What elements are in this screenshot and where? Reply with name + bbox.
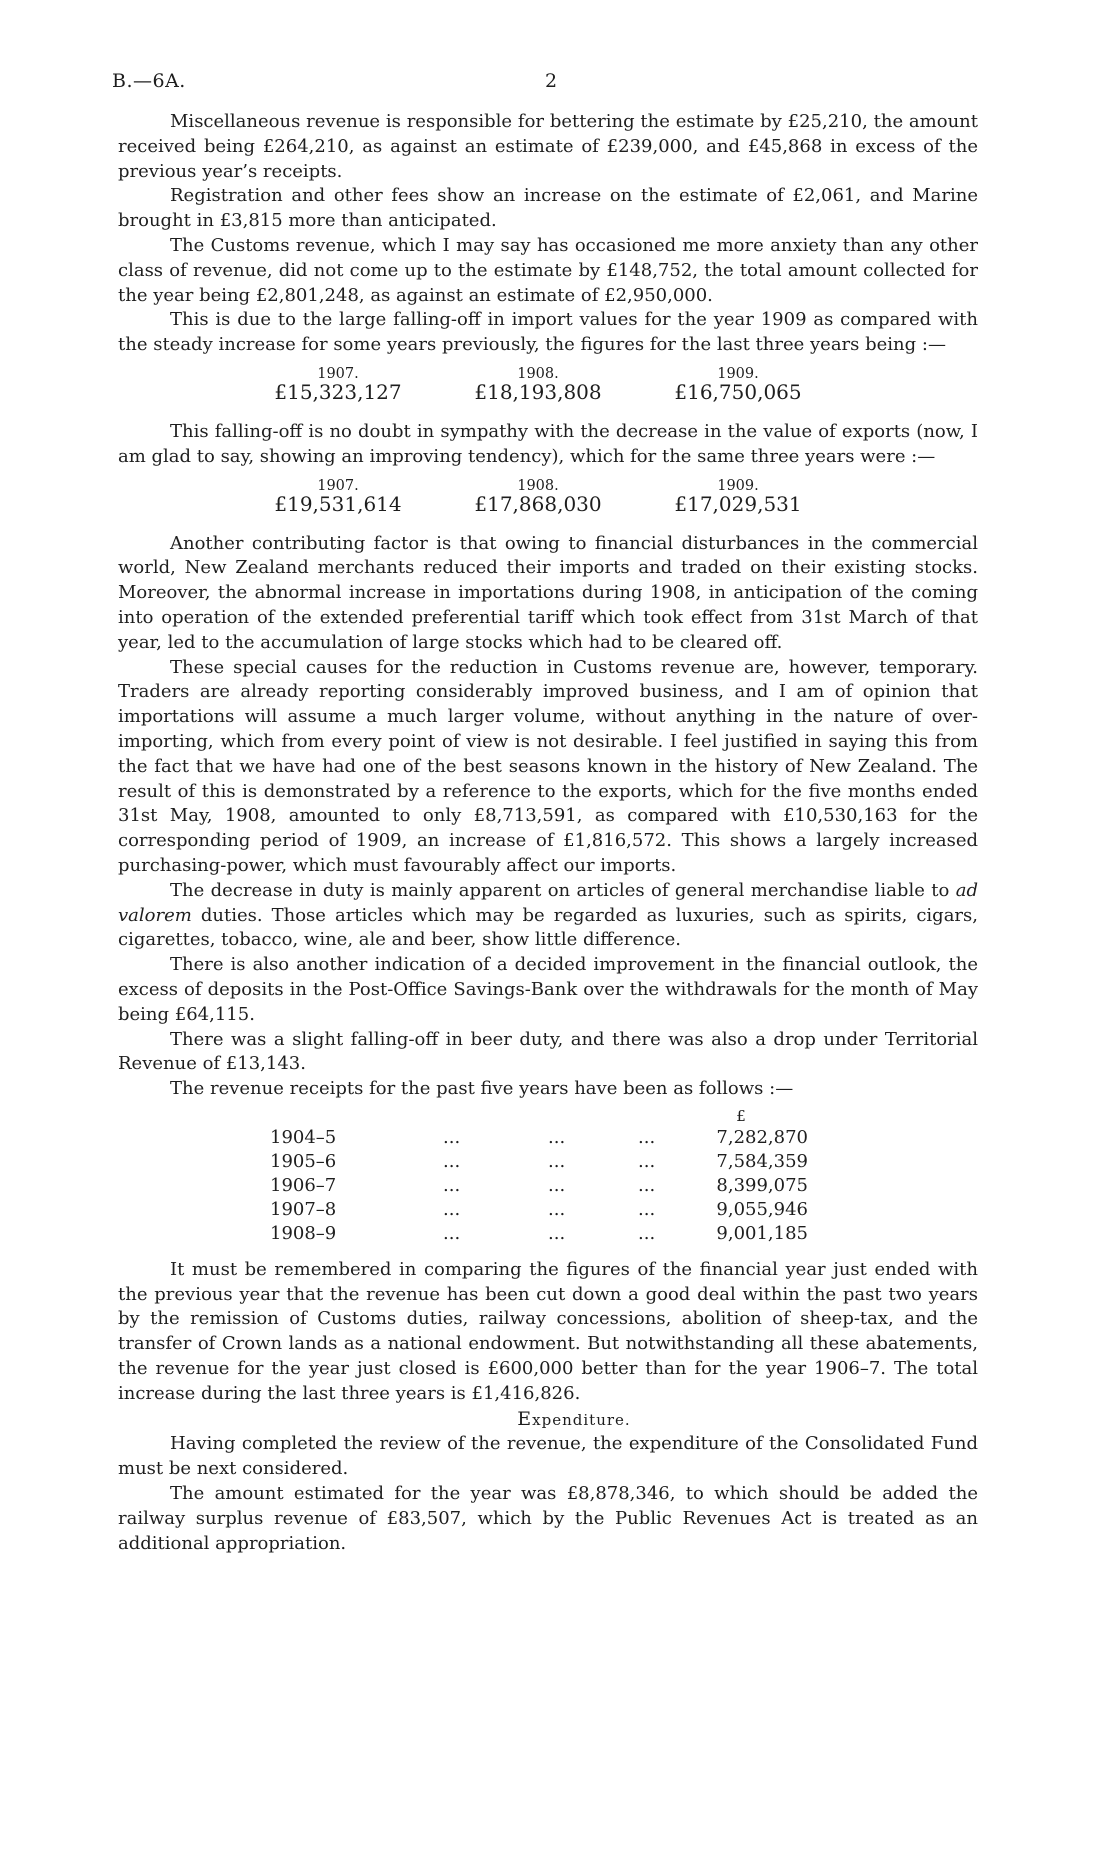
revenue-year: 1904–5 [270,1126,337,1148]
leader-dots: ... [638,1126,656,1148]
leader-dots: ... [548,1126,566,1148]
leader-dots: ... [638,1198,656,1220]
paragraph-contributing-factor: Another contributing factor is that owing to financial disturbances in the commercial world, New Zealand merchants reduced their imports and traded on their existing stocks. Moreover, the abnormal increase in importations during 1908, in anticipation of the coming into operation of the extended preferential tariff which took effect from 31st March of that year, led to the accumulation of large stocks which had to be cleared off. [118,532,978,653]
leader-dots: ... [548,1198,566,1220]
leader-dots: ... [443,1198,461,1220]
paragraph-expenditure-estimate: The amount estimated for the year was £8,878,346, to which should be added the railway surplus revenue of £83,507, which by the Public Revenues Act is treated as an additional appropriation. [118,1483,978,1554]
page-header [112,70,992,100]
exports-value: £17,029,531 [674,491,802,516]
revenue-year: 1908–9 [270,1222,337,1244]
paragraph-decrease-duty [118,879,978,953]
revenue-amount: 9,055,946 [716,1198,808,1220]
revenue-amount: 9,001,185 [716,1222,808,1244]
paragraph-import-values: This is due to the large falling-off in import values for the year 1909 as compared with the steady increase for some years previously, the figures for the last three years being :— [118,309,978,356]
paragraph-revenue-intro: The revenue receipts for the past five years have been as follows :— [170,1078,794,1100]
paragraph-registration: Registration and other fees show an increase on the estimate of £2,061, and Marine brought in £3,815 more than anticipated. [118,185,978,232]
leader-dots: ... [443,1126,461,1148]
exports-value: £19,531,614 [274,491,402,516]
leader-dots: ... [548,1150,566,1172]
leader-dots: ... [443,1150,461,1172]
table-row [118,1198,978,1222]
imports-value: £16,750,065 [674,379,802,404]
table-row [118,1126,978,1150]
paragraph-savings-bank: There is also another indication of a decided improvement in the financial outlook, the excess of deposits in the Post-Office Savings-Bank over the withdrawals for the month of May being £64,115. [118,954,978,1025]
revenue-year: 1907–8 [270,1198,337,1220]
revenue-table [118,1104,978,1252]
exports-year: 1907. [317,477,359,494]
paragraph-expenditure-review: Having completed the review of the revenue, the expenditure of the Consolidated Fund must be next considered. [118,1433,978,1480]
paragraph-special-causes: These special causes for the reduction in Customs revenue are, however, temporary. Traders are already reporting considerably improved business, and I am of opinion that importations will assume a much larger volume, without anything in the nature of over-importing, which from every point of view is not desirable. I feel justified in saying this from the fact that we have had one of the best seasons known in the history of New Zealand. The result of this is demonstrated by a reference to the exports, which for the five months ended 31st May, 1908, amounted to only £8,713,591, as compared with £10,530,163 for the corresponding period of 1909, an increase of £1,816,572. This shows a largely increased purchasing-power, which must favourably affect our imports. [118,656,978,876]
page-number: 2 [545,70,558,92]
leader-dots: ... [548,1174,566,1196]
exports-figures [118,474,978,522]
imports-figures [118,362,978,410]
leader-dots: ... [443,1174,461,1196]
exports-year: 1909. [717,477,759,494]
imports-year: 1909. [717,365,759,382]
revenue-amount: 7,584,359 [716,1150,808,1172]
paragraph-exports: This falling-off is no doubt in sympathy with the decrease in the value of exports (now, I am glad to say, showing an improving tendency), which for the same three years were :— [118,420,978,467]
leader-dots: ... [638,1150,656,1172]
table-row [118,1222,978,1246]
paragraph-remember: It must be remembered in comparing the figures of the financial year just ended with the previous year that the revenue has been cut down a good deal within the past two years by the remission of Customs duties, railway concessions, abolition of sheep-tax, and the transfer of Crown lands as a national endowment. But notwithstanding all these abatements, the revenue for the year just closed is £600,000 better than for the year 1906–7. The total increase during the last three years is £1,416,826. [118,1258,978,1404]
revenue-amount: 8,399,075 [716,1174,808,1196]
paragraph-customs: The Customs revenue, which I may say has occasioned me more anxiety than any other class of revenue, did not come up to the estimate by £148,752, the total amount collected for the year being £2,801,248, as against an estimate of £2,950,000. [118,234,978,306]
table-row [118,1174,978,1198]
leader-dots: ... [443,1222,461,1244]
leader-dots: ... [638,1222,656,1244]
duty-text-before: The decrease in duty is mainly apparent on articles of general merchandise liable to [170,879,950,901]
document-body [118,110,978,1556]
document-code: B.—6A. [112,70,186,92]
table-row [118,1150,978,1174]
exports-value: £17,868,030 [474,491,602,516]
duty-text-italic: ad valorem [118,879,978,926]
leader-dots: ... [548,1222,566,1244]
exports-year: 1908. [517,477,559,494]
imports-year: 1908. [517,365,559,382]
paragraph-beer-duty: There was a slight falling-off in beer duty, and there was also a drop under Territorial Revenue of £13,143. [118,1028,978,1075]
duty-text-after: duties. Those articles which may be regarded as luxuries, such as spirits, cigars, cigarettes, tobacco, wine, ale and beer, show little difference. [118,904,978,951]
revenue-amount: 7,282,870 [716,1126,808,1148]
imports-value: £15,323,127 [274,379,402,404]
revenue-unit: £ [736,1106,746,1125]
leader-dots: ... [638,1174,656,1196]
imports-year: 1907. [317,365,359,382]
paragraph-miscellaneous: Miscellaneous revenue is responsible for bettering the estimate by £25,210, the amount received being £264,210, as against an estimate of £239,000, and £45,868 in excess of the previous year’s receipts. [118,111,978,182]
revenue-year: 1905–6 [270,1150,337,1172]
revenue-year: 1906–7 [270,1174,337,1196]
imports-value: £18,193,808 [474,379,602,404]
section-heading-expenditure: Expenditure. [517,1407,631,1430]
